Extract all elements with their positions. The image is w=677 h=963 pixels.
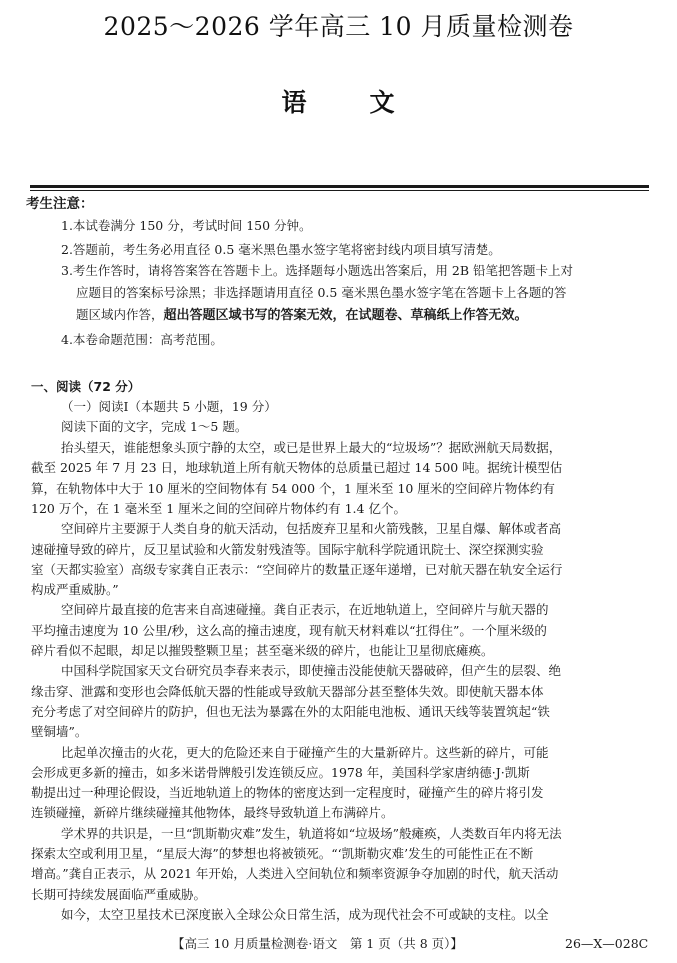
passage-line: 壁铜墙”。 xyxy=(31,724,88,740)
passage-line: 比起单次撞击的火花，更大的危险还来自于碰撞产生的大量新碎片。这些新的碎片，可能 xyxy=(61,744,549,760)
passage-line: 平均撞击速度为 10 公里/秒，这么高的撞击速度，现有航天材料难以“扛得住”。一个厘米级的 xyxy=(31,622,547,638)
passage-line: 120 万个，在 1 毫米至 1 厘米之间的空间碎片物体约有 1.4 亿个。 xyxy=(31,500,406,516)
passage-line: 空间碎片主要源于人类自身的航天活动，包括废弃卫星和火箭残骸，卫星自爆、解体或者高 xyxy=(61,521,562,537)
header-divider-thin xyxy=(30,190,649,191)
notice-item-2: 2.答题前，考生务必用直径 0.5 毫米黑色墨水签字笔将密封线内项目填写清楚。 xyxy=(61,242,501,257)
page-footer: 【高三 10 月质量检测卷·语文 第 1 页（共 8 页）】 xyxy=(172,936,463,951)
passage-line: 连锁碰撞，新碎片继续碰撞其他物体，最终导致轨道上布满碎片。 xyxy=(31,805,394,821)
notice-item-3-line-1: 3.考生作答时，请将答案答在答题卡上。选择题每小题选出答案后，用 2B 铅笔把答题卡上对 xyxy=(61,263,574,278)
passage-line: 构成严重威胁。” xyxy=(31,582,119,598)
subject-char-2: 文 xyxy=(369,88,396,117)
subject-title xyxy=(0,86,677,120)
paper-code: 26—X—028C xyxy=(565,936,649,951)
passage-line: 勒提出过一种理论假设，当近地轨道上的物体的密度达到一定程度时，碰撞产生的碎片将引发 xyxy=(31,785,544,801)
header-divider-thick xyxy=(30,185,649,188)
passage-line: 充分考虑了对空间碎片的防护，但也无法为暴露在外的太阳能电池板、通讯天线等装置筑起“铁 xyxy=(31,703,550,719)
subject-char-1: 语 xyxy=(281,88,308,117)
passage-line: 学术界的共识是，一旦“凯斯勒灾难”发生，轨道将如“垃圾场”般瘫痪，人类数百年内将无法 xyxy=(61,825,562,841)
section-heading: 一、阅读（72 分） xyxy=(31,379,141,394)
passage-line: 室（天都实验室）高级专家龚自正表示：“空间碎片的数量正逐年递增，已对航天器在轨安全运行 xyxy=(31,561,563,577)
notice-item-3-emphasis: 超出答题区域书写的答案无效，在试题卷、草稿纸上作答无效。 xyxy=(163,308,528,323)
reading-instruction: 阅读下面的文字，完成 1～5 题。 xyxy=(61,419,248,434)
passage-line: 如今，太空卫星技术已深度嵌入全球公众日常生活，成为现代社会不可或缺的支柱。以全 xyxy=(61,906,549,922)
notice-item-3-line-2: 应题目的答案标号涂黑；非选择题请用直径 0.5 毫米黑色墨水签字笔在答题卡上各题的答 xyxy=(76,285,567,300)
subsection-heading: （一）阅读Ⅰ（本题共 5 小题，19 分） xyxy=(61,399,277,414)
notice-heading: 考生注意： xyxy=(26,196,94,212)
passage-line: 算，在轨物体中大于 10 厘米的空间物体有 54 000 个，1 厘米至 10 厘米的空间碎片物体约有 xyxy=(31,480,555,496)
passage-line: 会形成更多新的撞击，如多米诺骨牌般引发连锁反应。1978 年，美国科学家唐纳德·J·凯斯 xyxy=(31,764,530,780)
passage-line: 缘击穿、泄露和变形也会降低航天器的性能或导致航天器部分甚至整体失效。即使航天器本体 xyxy=(31,683,544,699)
passage-line: 空间碎片最直接的危害来自高速碰撞。龚自正表示，在近地轨道上，空间碎片与航天器的 xyxy=(61,602,549,618)
notice-item-1: 1.本试卷满分 150 分，考试时间 150 分钟。 xyxy=(61,218,312,233)
passage-line: 增高。”龚自正表示，从 2021 年开始，人类进入空间轨位和频率资源争夺加剧的时代，航天活动 xyxy=(31,866,559,882)
passage-line: 抬头望天，谁能想象头顶宁静的太空，或已是世界上最大的“垃圾场”？据欧洲航天局数据， xyxy=(61,440,562,455)
notice-item-3-line-3 xyxy=(76,306,528,325)
passage-line: 碎片看似不起眼，却足以摧毁整颗卫星；甚至毫米级的碎片，也能让卫星彻底瘫痪。 xyxy=(31,643,494,658)
passage-line: 速碰撞导致的碎片，反卫星试验和火箭发射残渣等。国际宇航科学院通讯院士、深空探测实验 xyxy=(31,541,544,557)
passage-line: 探索太空或利用卫星，“星辰大海”的梦想也将被锁死。“‘凯斯勒灾难’发生的可能性正在不断 xyxy=(31,846,534,861)
passage-line: 中国科学院国家天文台研究员李春来表示，即使撞击没能使航天器破碎，但产生的层裂、绝 xyxy=(61,663,562,679)
passage-line: 长期可持续发展面临严重威胁。 xyxy=(31,886,207,902)
notice-item-3-plain: 题区域内作答， xyxy=(76,307,164,322)
exam-title: 2025～2026 学年高三 10 月质量检测卷 xyxy=(103,12,574,41)
passage-line: 截至 2025 年 7 月 23 日，地球轨道上所有航天物体的总质量已超过 14 500 吨。据统计模型估 xyxy=(31,460,563,476)
notice-item-4: 4.本卷命题范围：高考范围。 xyxy=(61,332,223,347)
